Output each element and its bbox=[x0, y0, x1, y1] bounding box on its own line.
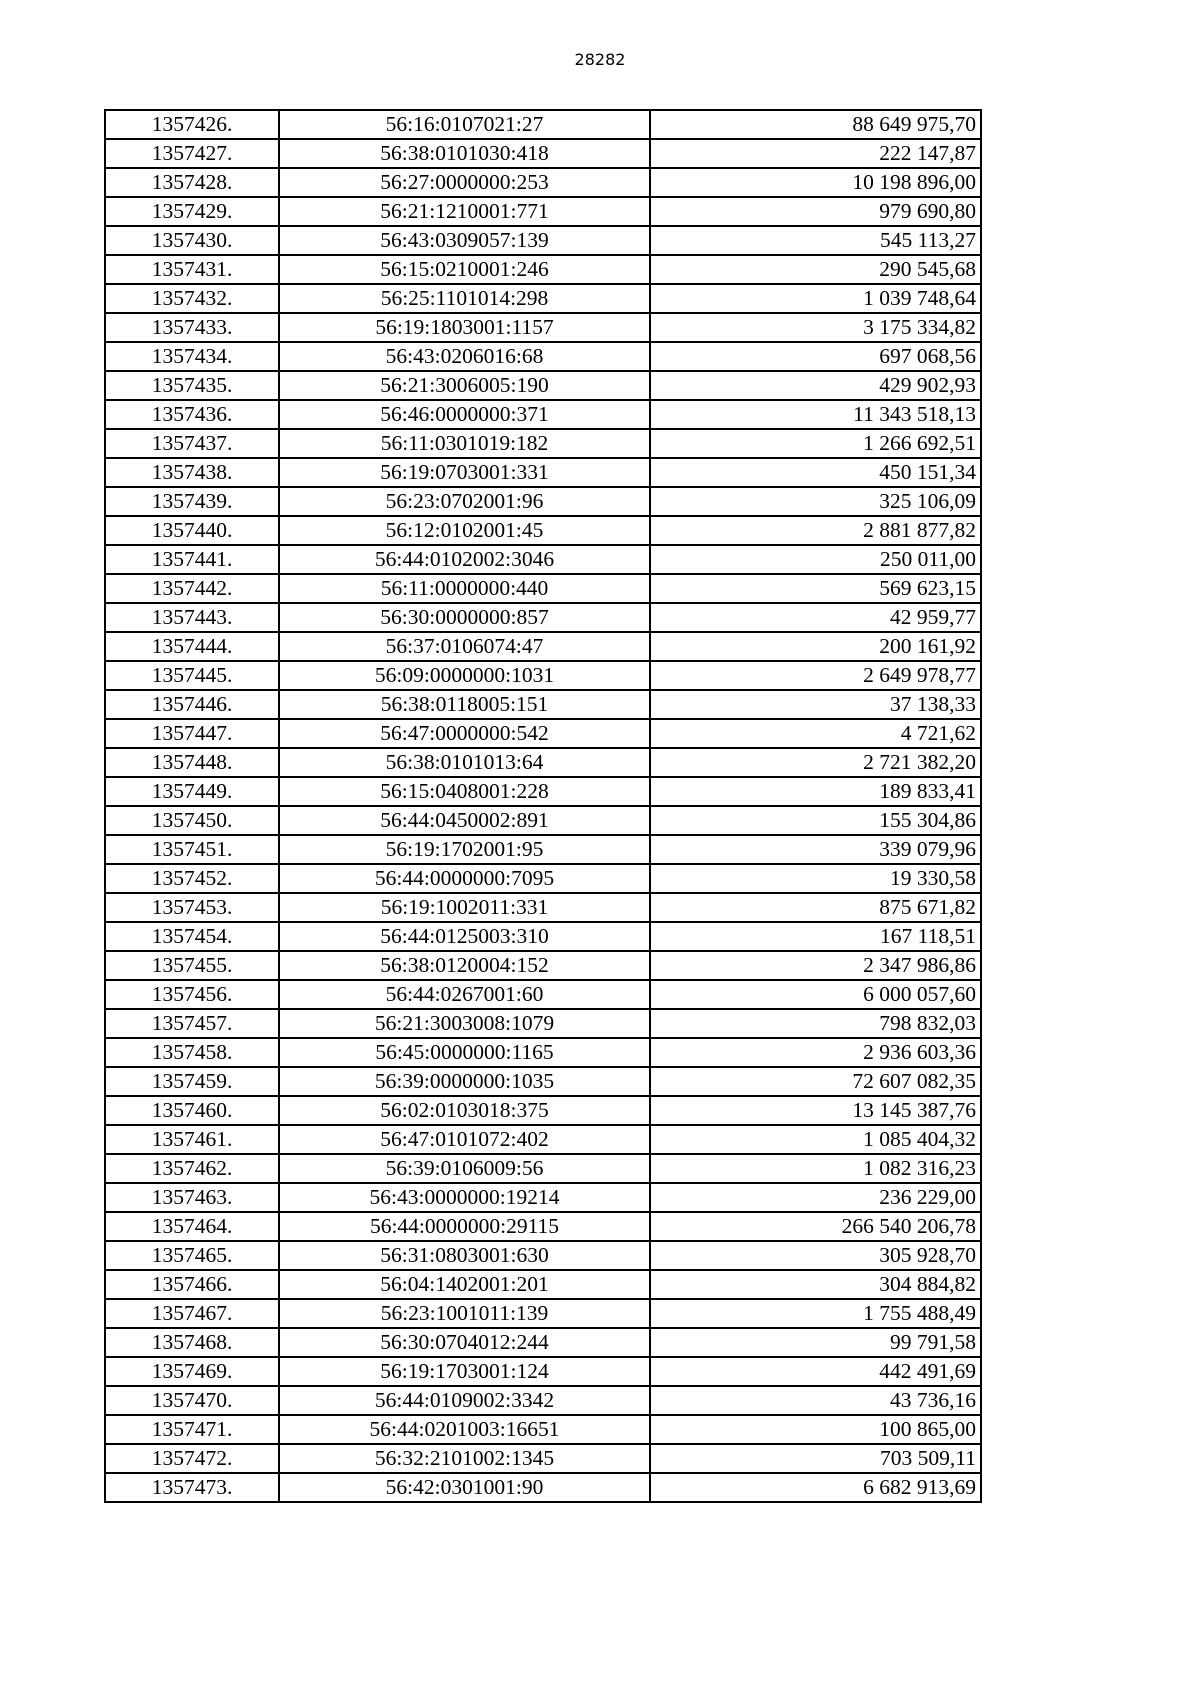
row-number-cell: 1357427. bbox=[105, 139, 279, 168]
row-number-cell: 1357456. bbox=[105, 980, 279, 1009]
row-number-cell: 1357452. bbox=[105, 864, 279, 893]
table-row bbox=[105, 197, 981, 226]
row-number-cell: 1357449. bbox=[105, 777, 279, 806]
table-row bbox=[105, 487, 981, 516]
table-row bbox=[105, 139, 981, 168]
value-cell: 72 607 082,35 bbox=[650, 1067, 981, 1096]
value-cell: 798 832,03 bbox=[650, 1009, 981, 1038]
table-row bbox=[105, 1270, 981, 1299]
value-cell: 189 833,41 bbox=[650, 777, 981, 806]
row-number-cell: 1357442. bbox=[105, 574, 279, 603]
table-row bbox=[105, 603, 981, 632]
value-cell: 2 649 978,77 bbox=[650, 661, 981, 690]
row-number-cell: 1357453. bbox=[105, 893, 279, 922]
table-row bbox=[105, 255, 981, 284]
cadastral-number-cell: 56:19:1803001:1157 bbox=[279, 313, 650, 342]
cadastral-number-cell: 56:27:0000000:253 bbox=[279, 168, 650, 197]
row-number-cell: 1357472. bbox=[105, 1444, 279, 1473]
cadastral-number-cell: 56:09:0000000:1031 bbox=[279, 661, 650, 690]
row-number-cell: 1357447. bbox=[105, 719, 279, 748]
cadastral-number-cell: 56:44:0102002:3046 bbox=[279, 545, 650, 574]
cadastral-number-cell: 56:47:0000000:542 bbox=[279, 719, 650, 748]
value-cell: 1 039 748,64 bbox=[650, 284, 981, 313]
page-number: 28282 bbox=[574, 50, 626, 69]
row-number-cell: 1357461. bbox=[105, 1125, 279, 1154]
row-number-cell: 1357434. bbox=[105, 342, 279, 371]
table-row bbox=[105, 632, 981, 661]
row-number-cell: 1357465. bbox=[105, 1241, 279, 1270]
row-number-cell: 1357473. bbox=[105, 1473, 279, 1502]
cadastral-number-cell: 56:44:0000000:7095 bbox=[279, 864, 650, 893]
table-row bbox=[105, 574, 981, 603]
value-cell: 2 936 603,36 bbox=[650, 1038, 981, 1067]
table-row bbox=[105, 1183, 981, 1212]
table-row bbox=[105, 748, 981, 777]
cadastral-number-cell: 56:46:0000000:371 bbox=[279, 400, 650, 429]
table-row bbox=[105, 1473, 981, 1502]
value-cell: 697 068,56 bbox=[650, 342, 981, 371]
value-cell: 325 106,09 bbox=[650, 487, 981, 516]
value-cell: 6 682 913,69 bbox=[650, 1473, 981, 1502]
cadastral-number-cell: 56:38:0101030:418 bbox=[279, 139, 650, 168]
cadastral-number-cell: 56:12:0102001:45 bbox=[279, 516, 650, 545]
value-cell: 222 147,87 bbox=[650, 139, 981, 168]
value-cell: 442 491,69 bbox=[650, 1357, 981, 1386]
cadastral-number-cell: 56:43:0000000:19214 bbox=[279, 1183, 650, 1212]
value-cell: 545 113,27 bbox=[650, 226, 981, 255]
value-cell: 979 690,80 bbox=[650, 197, 981, 226]
cadastral-number-cell: 56:21:3003008:1079 bbox=[279, 1009, 650, 1038]
cadastral-number-cell: 56:11:0000000:440 bbox=[279, 574, 650, 603]
table-row bbox=[105, 1125, 981, 1154]
cadastral-number-cell: 56:25:1101014:298 bbox=[279, 284, 650, 313]
row-number-cell: 1357441. bbox=[105, 545, 279, 574]
cadastral-number-cell: 56:19:1702001:95 bbox=[279, 835, 650, 864]
row-number-cell: 1357467. bbox=[105, 1299, 279, 1328]
value-cell: 304 884,82 bbox=[650, 1270, 981, 1299]
value-cell: 1 266 692,51 bbox=[650, 429, 981, 458]
cadastral-number-cell: 56:44:0450002:891 bbox=[279, 806, 650, 835]
table-row bbox=[105, 545, 981, 574]
table-row bbox=[105, 400, 981, 429]
cadastral-number-cell: 56:37:0106074:47 bbox=[279, 632, 650, 661]
table-row bbox=[105, 342, 981, 371]
table-row bbox=[105, 168, 981, 197]
table-row bbox=[105, 980, 981, 1009]
row-number-cell: 1357439. bbox=[105, 487, 279, 516]
table-row bbox=[105, 690, 981, 719]
cadastral-number-cell: 56:44:0201003:16651 bbox=[279, 1415, 650, 1444]
cadastral-number-cell: 56:02:0103018:375 bbox=[279, 1096, 650, 1125]
value-cell: 250 011,00 bbox=[650, 545, 981, 574]
value-cell: 2 347 986,86 bbox=[650, 951, 981, 980]
cadastral-number-cell: 56:39:0106009:56 bbox=[279, 1154, 650, 1183]
table-row bbox=[105, 777, 981, 806]
cadastral-number-cell: 56:30:0704012:244 bbox=[279, 1328, 650, 1357]
cadastral-number-cell: 56:38:0101013:64 bbox=[279, 748, 650, 777]
table-body bbox=[105, 110, 981, 1502]
cadastral-number-cell: 56:38:0118005:151 bbox=[279, 690, 650, 719]
value-cell: 13 145 387,76 bbox=[650, 1096, 981, 1125]
value-cell: 2 721 382,20 bbox=[650, 748, 981, 777]
value-cell: 155 304,86 bbox=[650, 806, 981, 835]
cadastral-number-cell: 56:43:0309057:139 bbox=[279, 226, 650, 255]
row-number-cell: 1357469. bbox=[105, 1357, 279, 1386]
cadastral-number-cell: 56:30:0000000:857 bbox=[279, 603, 650, 632]
row-number-cell: 1357450. bbox=[105, 806, 279, 835]
value-cell: 43 736,16 bbox=[650, 1386, 981, 1415]
cadastral-number-cell: 56:31:0803001:630 bbox=[279, 1241, 650, 1270]
row-number-cell: 1357431. bbox=[105, 255, 279, 284]
row-number-cell: 1357464. bbox=[105, 1212, 279, 1241]
table-row bbox=[105, 458, 981, 487]
value-cell: 19 330,58 bbox=[650, 864, 981, 893]
row-number-cell: 1357426. bbox=[105, 110, 279, 139]
value-cell: 3 175 334,82 bbox=[650, 313, 981, 342]
value-cell: 703 509,11 bbox=[650, 1444, 981, 1473]
table-row bbox=[105, 1299, 981, 1328]
row-number-cell: 1357459. bbox=[105, 1067, 279, 1096]
table-row bbox=[105, 1038, 981, 1067]
row-number-cell: 1357468. bbox=[105, 1328, 279, 1357]
cadastral-number-cell: 56:23:1001011:139 bbox=[279, 1299, 650, 1328]
cadastral-number-cell: 56:21:1210001:771 bbox=[279, 197, 650, 226]
cadastral-number-cell: 56:43:0206016:68 bbox=[279, 342, 650, 371]
row-number-cell: 1357446. bbox=[105, 690, 279, 719]
cadastral-number-cell: 56:19:1002011:331 bbox=[279, 893, 650, 922]
row-number-cell: 1357435. bbox=[105, 371, 279, 400]
table-row bbox=[105, 226, 981, 255]
table-row bbox=[105, 1444, 981, 1473]
cadastral-number-cell: 56:21:3006005:190 bbox=[279, 371, 650, 400]
row-number-cell: 1357457. bbox=[105, 1009, 279, 1038]
row-number-cell: 1357444. bbox=[105, 632, 279, 661]
cadastral-number-cell: 56:42:0301001:90 bbox=[279, 1473, 650, 1502]
table-row bbox=[105, 429, 981, 458]
row-number-cell: 1357432. bbox=[105, 284, 279, 313]
row-number-cell: 1357471. bbox=[105, 1415, 279, 1444]
value-cell: 42 959,77 bbox=[650, 603, 981, 632]
table-row bbox=[105, 1415, 981, 1444]
row-number-cell: 1357458. bbox=[105, 1038, 279, 1067]
value-cell: 305 928,70 bbox=[650, 1241, 981, 1270]
table-row bbox=[105, 806, 981, 835]
table-row bbox=[105, 284, 981, 313]
cadastral-number-cell: 56:11:0301019:182 bbox=[279, 429, 650, 458]
table-row bbox=[105, 661, 981, 690]
cadastral-number-cell: 56:16:0107021:27 bbox=[279, 110, 650, 139]
table-row bbox=[105, 371, 981, 400]
cadastral-number-cell: 56:19:0703001:331 bbox=[279, 458, 650, 487]
table-row bbox=[105, 1241, 981, 1270]
value-cell: 450 151,34 bbox=[650, 458, 981, 487]
value-cell: 1 082 316,23 bbox=[650, 1154, 981, 1183]
cadastre-table bbox=[104, 109, 982, 1503]
cadastral-number-cell: 56:44:0267001:60 bbox=[279, 980, 650, 1009]
row-number-cell: 1357448. bbox=[105, 748, 279, 777]
value-cell: 99 791,58 bbox=[650, 1328, 981, 1357]
table-row bbox=[105, 110, 981, 139]
value-cell: 6 000 057,60 bbox=[650, 980, 981, 1009]
row-number-cell: 1357438. bbox=[105, 458, 279, 487]
table-row bbox=[105, 1096, 981, 1125]
row-number-cell: 1357445. bbox=[105, 661, 279, 690]
row-number-cell: 1357430. bbox=[105, 226, 279, 255]
row-number-cell: 1357451. bbox=[105, 835, 279, 864]
row-number-cell: 1357454. bbox=[105, 922, 279, 951]
row-number-cell: 1357429. bbox=[105, 197, 279, 226]
row-number-cell: 1357436. bbox=[105, 400, 279, 429]
row-number-cell: 1357466. bbox=[105, 1270, 279, 1299]
table-row bbox=[105, 1212, 981, 1241]
cadastral-number-cell: 56:04:1402001:201 bbox=[279, 1270, 650, 1299]
value-cell: 236 229,00 bbox=[650, 1183, 981, 1212]
cadastral-number-cell: 56:32:2101002:1345 bbox=[279, 1444, 650, 1473]
table-row bbox=[105, 922, 981, 951]
row-number-cell: 1357428. bbox=[105, 168, 279, 197]
row-number-cell: 1357443. bbox=[105, 603, 279, 632]
table-row bbox=[105, 1067, 981, 1096]
value-cell: 88 649 975,70 bbox=[650, 110, 981, 139]
row-number-cell: 1357437. bbox=[105, 429, 279, 458]
value-cell: 875 671,82 bbox=[650, 893, 981, 922]
value-cell: 1 755 488,49 bbox=[650, 1299, 981, 1328]
value-cell: 10 198 896,00 bbox=[650, 168, 981, 197]
table-row bbox=[105, 835, 981, 864]
cadastral-number-cell: 56:39:0000000:1035 bbox=[279, 1067, 650, 1096]
value-cell: 4 721,62 bbox=[650, 719, 981, 748]
value-cell: 266 540 206,78 bbox=[650, 1212, 981, 1241]
value-cell: 569 623,15 bbox=[650, 574, 981, 603]
row-number-cell: 1357433. bbox=[105, 313, 279, 342]
table-row bbox=[105, 1357, 981, 1386]
value-cell: 11 343 518,13 bbox=[650, 400, 981, 429]
row-number-cell: 1357460. bbox=[105, 1096, 279, 1125]
cadastral-number-cell: 56:15:0210001:246 bbox=[279, 255, 650, 284]
cadastral-number-cell: 56:45:0000000:1165 bbox=[279, 1038, 650, 1067]
row-number-cell: 1357455. bbox=[105, 951, 279, 980]
value-cell: 100 865,00 bbox=[650, 1415, 981, 1444]
cadastral-number-cell: 56:47:0101072:402 bbox=[279, 1125, 650, 1154]
table-row bbox=[105, 951, 981, 980]
cadastral-number-cell: 56:15:0408001:228 bbox=[279, 777, 650, 806]
value-cell: 2 881 877,82 bbox=[650, 516, 981, 545]
cadastral-number-cell: 56:44:0125003:310 bbox=[279, 922, 650, 951]
table-row bbox=[105, 313, 981, 342]
value-cell: 429 902,93 bbox=[650, 371, 981, 400]
row-number-cell: 1357440. bbox=[105, 516, 279, 545]
table-row bbox=[105, 516, 981, 545]
cadastral-number-cell: 56:38:0120004:152 bbox=[279, 951, 650, 980]
table-row bbox=[105, 1154, 981, 1183]
cadastral-number-cell: 56:44:0109002:3342 bbox=[279, 1386, 650, 1415]
table-row bbox=[105, 1009, 981, 1038]
value-cell: 167 118,51 bbox=[650, 922, 981, 951]
cadastral-number-cell: 56:19:1703001:124 bbox=[279, 1357, 650, 1386]
value-cell: 1 085 404,32 bbox=[650, 1125, 981, 1154]
table-row bbox=[105, 719, 981, 748]
value-cell: 200 161,92 bbox=[650, 632, 981, 661]
table-row bbox=[105, 893, 981, 922]
cadastral-number-cell: 56:44:0000000:29115 bbox=[279, 1212, 650, 1241]
value-cell: 37 138,33 bbox=[650, 690, 981, 719]
value-cell: 339 079,96 bbox=[650, 835, 981, 864]
table-row bbox=[105, 1328, 981, 1357]
row-number-cell: 1357470. bbox=[105, 1386, 279, 1415]
cadastral-number-cell: 56:23:0702001:96 bbox=[279, 487, 650, 516]
table-row bbox=[105, 1386, 981, 1415]
row-number-cell: 1357463. bbox=[105, 1183, 279, 1212]
value-cell: 290 545,68 bbox=[650, 255, 981, 284]
table-row bbox=[105, 864, 981, 893]
row-number-cell: 1357462. bbox=[105, 1154, 279, 1183]
